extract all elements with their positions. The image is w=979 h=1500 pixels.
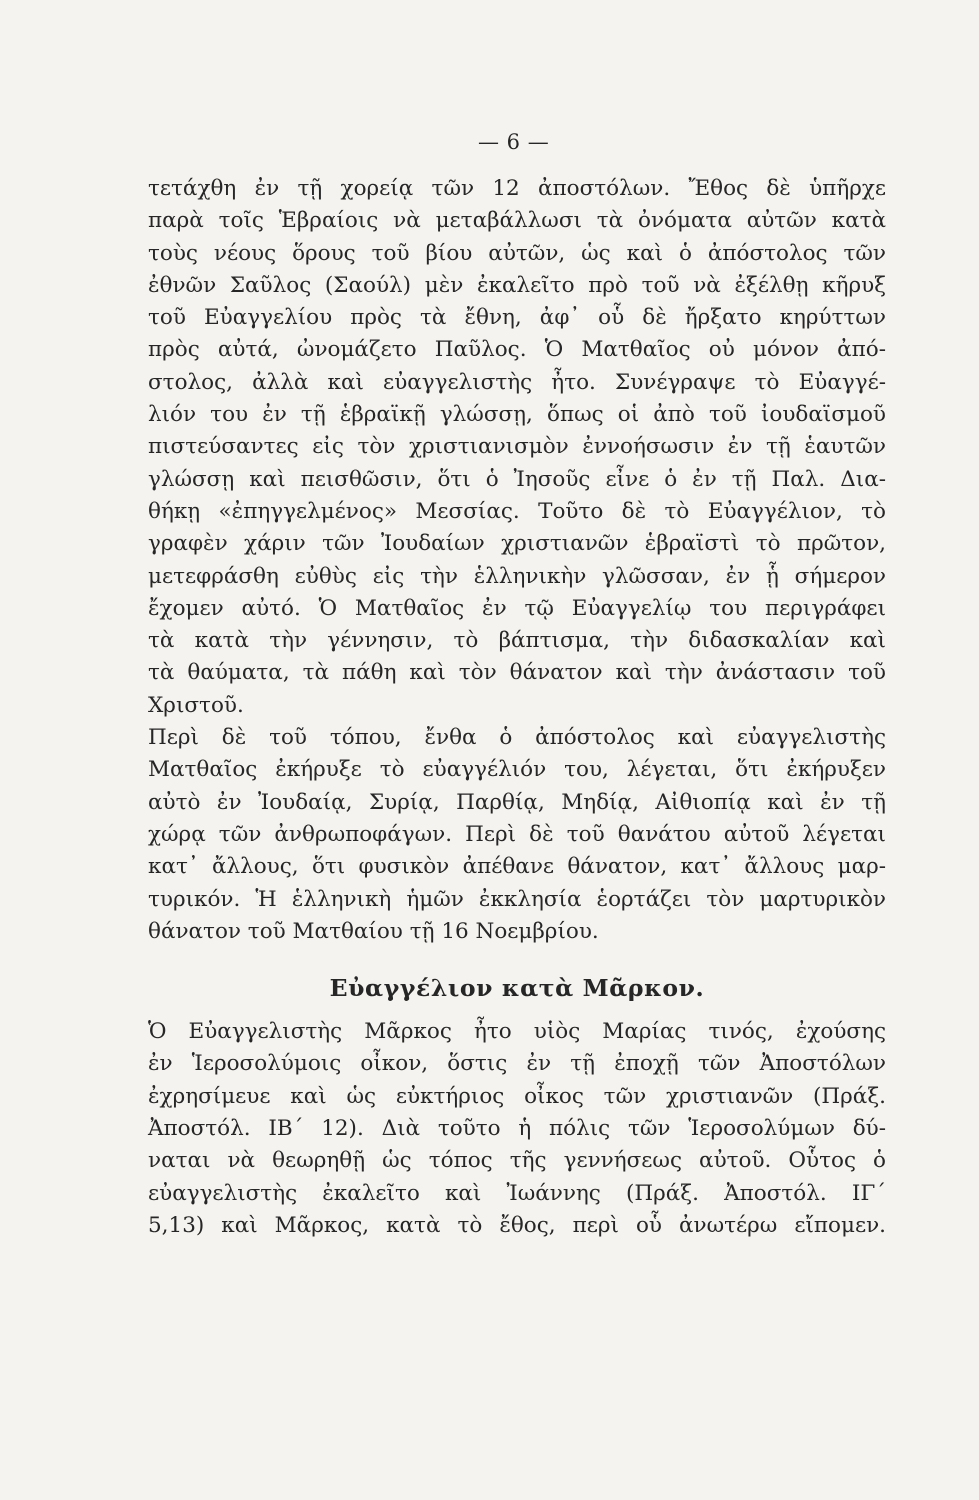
text-line: τυρικόν. Ἡ ἑλληνικὴ ἡμῶν ἐκκλησία ἑορτάζει τὸν μαρτυρικὸν <box>148 886 886 912</box>
text-line: λιόν του ἐν τῇ ἑβραϊκῇ γλώσσῃ, ὅπως οἱ ἀπὸ τοῦ ἰουδαϊσμοῦ <box>148 402 886 428</box>
text-line: Ὁ Εὐαγγελιστὴς Μᾶρκος ἦτο υἱὸς Μαρίας τινός, ἐχούσης <box>148 1019 886 1045</box>
text-line: Ἀποστόλ. ΙΒ΄ 12). Διὰ τοῦτο ἡ πόλις τῶν Ἱεροσολύμων δύ- <box>148 1116 886 1142</box>
text-line: γλώσσῃ καὶ πεισθῶσιν, ὅτι ὁ Ἰησοῦς εἶνε ὁ ἐν τῇ Παλ. Δια- <box>148 466 886 492</box>
section-heading: Εὐαγγέλιον κατὰ Μᾶρκον. <box>329 974 705 1003</box>
text-line: στολος, ἀλλὰ καὶ εὐαγγελιστὴς ἦτο. Συνέγραψε τὸ Εὐαγγέ- <box>148 369 886 395</box>
page-number: — 6 — <box>478 130 550 154</box>
text-line: θήκῃ «ἐπηγγελμένος» Μεσσίας. Τοῦτο δὲ τὸ Εὐαγγέλιον, τὸ <box>148 498 886 524</box>
text-line: ἐν Ἱεροσολύμοις οἶκον, ὅστις ἐν τῇ ἐποχῇ τῶν Ἀποστόλων <box>148 1051 886 1077</box>
text-line: τοῦ Εὐαγγελίου πρὸς τὰ ἔθνη, ἀφ᾽ οὗ δὲ ἤρξατο κηρύττων <box>148 305 886 331</box>
text-line: Χριστοῦ. <box>148 692 244 718</box>
paragraph-matthew-preaching <box>148 722 886 948</box>
text-line: πιστεύσαντες εἰς τὸν χριστιανισμὸν ἐννοήσωσιν ἐν τῇ ἑαυτῶν <box>148 434 886 460</box>
text-line: κατ᾽ ἄλλους, ὅτι φυσικὸν ἀπέθανε θάνατον, κατ᾽ ἄλλους μαρ- <box>148 854 886 880</box>
text-line: χώρᾳ τῶν ἀνθρωποφάγων. Περὶ δὲ τοῦ θανάτου αὐτοῦ λέγεται <box>148 821 886 847</box>
text-line: ἔχομεν αὐτό. Ὁ Ματθαῖος ἐν τῷ Εὐαγγελίῳ του περιγράφει <box>148 595 886 621</box>
text-line: μετεφράσθη εὐθὺς εἰς τὴν ἑλληνικὴν γλῶσσαν, ἐν ᾗ σήμερον <box>148 563 886 589</box>
paragraph-matthew-gospel <box>148 173 886 722</box>
text-line: Περὶ δὲ τοῦ τόπου, ἔνθα ὁ ἀπόστολος καὶ εὐαγγελιστὴς <box>148 725 886 751</box>
text-line: παρὰ τοῖς Ἑβραίοις νὰ μεταβάλλωσι τὰ ὀνόματα αὐτῶν κατὰ <box>148 208 886 234</box>
text-line: αὐτὸ ἐν Ἰουδαίᾳ, Συρίᾳ, Παρθίᾳ, Μηδίᾳ, Αἰθιοπίᾳ καὶ ἐν τῇ <box>148 789 886 815</box>
text-line: ἐθνῶν Σαῦλος (Σαούλ) μὲν ἐκαλεῖτο πρὸ τοῦ νὰ ἐξέλθῃ κῆρυξ <box>148 272 886 298</box>
body-text <box>148 173 886 1242</box>
text-line: τὰ κατὰ τὴν γέννησιν, τὸ βάπτισμα, τὴν διδασκαλίαν καὶ <box>148 628 886 654</box>
text-line: 5,13) καὶ Μᾶρκος, κατὰ τὸ ἔθος, περὶ οὗ ἀνωτέρω εἴπομεν. <box>148 1212 886 1238</box>
text-line: γραφὲν χάριν τῶν Ἰουδαίων χριστιανῶν ἑβραϊστὶ τὸ πρῶτον, <box>148 531 886 557</box>
paragraph-mark-gospel <box>148 1016 886 1242</box>
text-line: ναται νὰ θεωρηθῇ ὡς τόπος τῆς γεννήσεως αὐτοῦ. Οὗτος ὁ <box>148 1148 886 1174</box>
text-line: θάνατον τοῦ Ματθαίου τῇ 16 Νοεμβρίου. <box>148 918 599 944</box>
text-line: εὐαγγελιστὴς ἐκαλεῖτο καὶ Ἰωάννης (Πράξ. Ἀποστόλ. ΙΓ΄ <box>148 1180 886 1206</box>
text-line: ἐχρησίμευε καὶ ὡς εὐκτήριος οἶκος τῶν χριστιανῶν (Πράξ. <box>148 1083 886 1109</box>
text-line: Ματθαῖος ἐκήρυξε τὸ εὐαγγέλιόν του, λέγεται, ὅτι ἐκήρυξεν <box>148 757 886 783</box>
text-line: πρὸς αὐτά, ὠνομάζετο Παῦλος. Ὁ Ματθαῖος οὐ μόνον ἀπό- <box>148 337 886 363</box>
text-line: τετάχθη ἐν τῇ χορείᾳ τῶν 12 ἀποστόλων. Ἔθος δὲ ὑπῆρχε <box>148 176 886 201</box>
text-line: τὰ θαύματα, τὰ πάθη καὶ τὸν θάνατον καὶ τὴν ἀνάστασιν τοῦ <box>148 660 886 686</box>
text-line: τοὺς νέους ὅρους τοῦ βίου αὐτῶν, ὡς καὶ ὁ ἀπόστολος τῶν <box>148 240 886 266</box>
